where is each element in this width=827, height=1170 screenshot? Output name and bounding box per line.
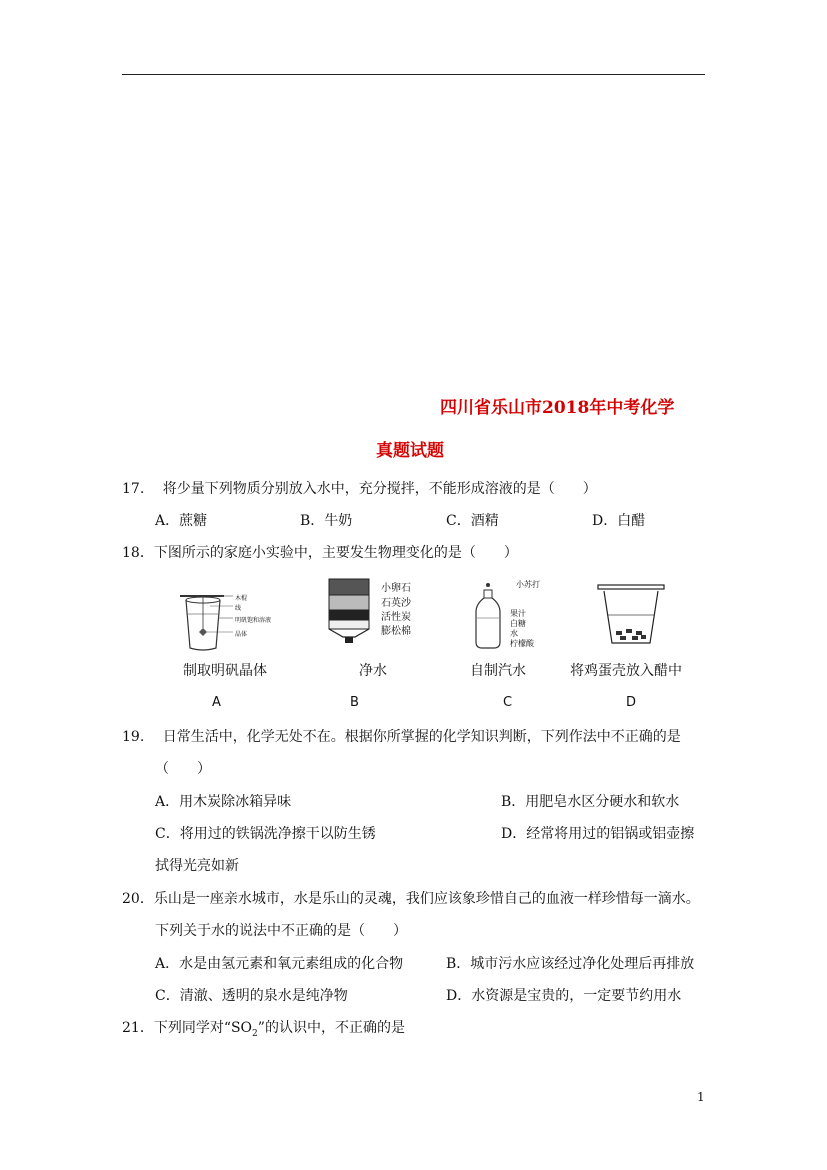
letter-a: A <box>212 695 221 710</box>
eggshell-shapes <box>616 629 646 640</box>
q19-option-c: C．将用过的铁锅洗净擦干以防生锈 <box>155 826 376 842</box>
filter-label-cotton: 膨松棉 <box>381 626 411 637</box>
q19-option-d: D．经常将用过的铝锅或铝壶擦 <box>501 826 695 842</box>
q21-stem <box>122 1017 405 1039</box>
q19-option-a: A．用木炭除冰箱异味 <box>155 794 292 810</box>
alum-label-solution: 明矾饱和溶液 <box>235 617 272 624</box>
alum-label-thread: 线 <box>235 605 242 612</box>
letter-b: B <box>350 695 359 710</box>
cup-shape <box>604 591 658 643</box>
crystal-shape <box>199 628 207 636</box>
q17-option-b: B．牛奶 <box>300 513 353 529</box>
q20-stem: 20．乐山是一座亲水城市，水是乐山的灵魂，我们应该象珍惜自己的血液一样珍惜每一滴水。 <box>122 891 700 907</box>
title-line2: 真题试题 <box>376 441 444 461</box>
q20-option-d: D．水资源是宝贵的，一定要节约用水 <box>446 988 682 1004</box>
caption-d: 将鸡蛋壳放入醋中 <box>570 663 682 679</box>
figure-alum-crystal <box>178 588 288 654</box>
sand-layer <box>329 595 369 610</box>
q20-option-c: C．清澈、透明的泉水是纯净物 <box>155 988 348 1004</box>
bottle-shape <box>476 598 500 648</box>
q18-stem: 18．下图所示的家庭小实验中，主要发生物理变化的是（ ） <box>122 545 518 561</box>
q19-option-b: B．用肥皂水区分硬水和软水 <box>501 794 680 810</box>
caption-a: 制取明矾晶体 <box>183 663 267 679</box>
q20-option-b: B．城市污水应该经过净化处理后再排放 <box>446 956 695 972</box>
soda-label-sugar: 白糖 <box>510 619 526 628</box>
q21-subscript: 2 <box>252 1028 258 1039</box>
header-rule <box>122 74 705 75</box>
lid-shape <box>598 585 664 589</box>
cotton-layer <box>329 620 369 629</box>
page-number: 1 <box>697 1090 705 1104</box>
figure-eggshell-vinegar <box>596 583 668 647</box>
title-line1: 四川省乐山市2018年中考化学 <box>440 398 675 418</box>
pebble-layer <box>329 579 369 595</box>
q19-option-d-cont: 拭得光亮如新 <box>155 858 239 874</box>
soda-label-water: 水 <box>510 629 518 638</box>
filter-label-sand: 石英沙 <box>381 598 411 609</box>
figure-soda-bottle <box>470 578 510 650</box>
q17-option-a: A．蔗糖 <box>155 513 208 529</box>
q20-option-a: A．水是由氢元素和氧元素组成的化合物 <box>155 956 404 972</box>
soda-label-juice: 果汁 <box>510 609 526 618</box>
q17-option-d: D．白醋 <box>592 513 646 529</box>
filter-label-pebble: 小卵石 <box>381 583 411 594</box>
q21-stem-pre: 21．下列同学对“SO <box>122 1020 253 1036</box>
alum-label-crystal: 晶体 <box>235 631 248 638</box>
soda-label-citric-acid: 柠檬酸 <box>510 639 534 648</box>
caption-c: 自制汽水 <box>470 663 526 679</box>
q17-option-c: C．酒精 <box>446 513 499 529</box>
q17-stem: 17. 将少量下列物质分别放入水中，充分搅拌，不能形成溶液的是（ ） <box>122 481 597 497</box>
carbon-layer <box>329 610 369 620</box>
letter-d: D <box>626 695 637 710</box>
q21-stem-post: ”的认识中，不正确的是 <box>257 1020 405 1036</box>
figure-water-filter <box>325 575 373 645</box>
q19-paren: （ ） <box>155 761 211 777</box>
alum-label-stick: 木棍 <box>235 595 248 602</box>
caption-b: 净水 <box>359 663 387 679</box>
letter-c: C <box>503 695 513 710</box>
soda-label-baking-soda: 小苏打 <box>516 580 540 589</box>
q19-stem: 19. 日常生活中，化学无处不在。根据你所掌握的化学知识判断，下列作法中不正确的是 <box>122 729 681 745</box>
q20-stem2: 下列关于水的说法中不正确的是（ ） <box>155 923 407 939</box>
filter-label-carbon: 活性炭 <box>381 612 411 623</box>
